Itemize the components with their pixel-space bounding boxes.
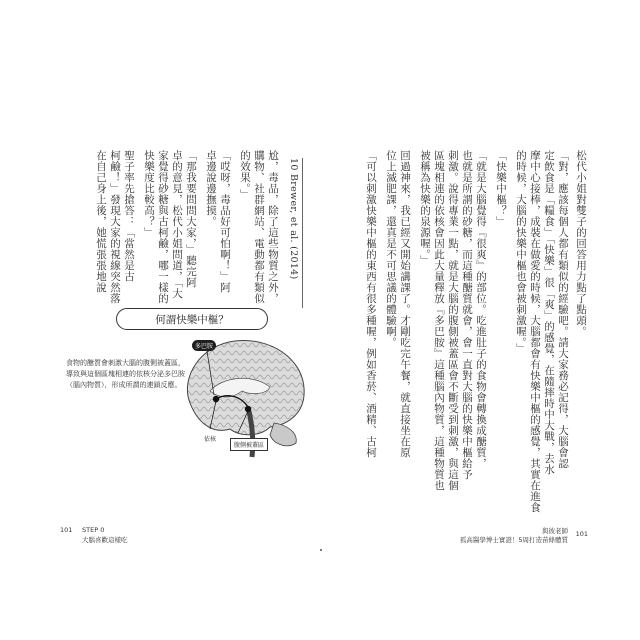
gutter-mark	[320, 549, 322, 551]
text-column: 聖子率先搶答：「當然是古	[123, 150, 135, 282]
step-label: STEP 0	[82, 526, 105, 534]
footnote-rule	[302, 158, 303, 308]
text-column: 被稱為快樂的泉源喔。」	[419, 150, 431, 266]
text-column: 柯鹼！」發現大家的視線突然落	[109, 150, 121, 304]
text-column: 摩中心接棒，成裝在做愛的時候，大腦都會有快樂中樞的感覺，其實在進食	[529, 150, 541, 513]
diagram-caption: 食物的醣質會刺激大腦的腹側被蓋區，導致與這個區塊相連的依核分泌多巴胺（腦內物質），形成所謂的連鎖反應。	[66, 359, 185, 389]
text-column: 刺激。說得專業一點，就是大腦的腹側被蓋區會不斷受到刺激，與這個	[447, 150, 459, 491]
footnote: 10 Brewer, et al. (2014)	[288, 158, 299, 280]
text-column: 家覺得砂糖與古柯鹼，哪一樣的	[157, 150, 169, 304]
text-column: 快樂度比較高？」	[143, 150, 155, 238]
page-number: 101	[575, 530, 588, 538]
page-number: 101	[60, 526, 73, 534]
text-column: 購物、社群網站、電動都有類似	[253, 150, 265, 304]
text-column: 回過神來，我已經又開始講課了。才剛吃完午餐，就直接坐在原	[399, 150, 411, 458]
text-column: 「對，應該每個人都有類似的經驗吧。請大家務必記得，大腦會認	[557, 150, 569, 469]
text-column: 位上滅肥課，還真是不可思議的體驗啊。	[385, 150, 397, 348]
vta-label: 腹側被蓋區	[230, 438, 268, 451]
text-column: 定飲食是「糧食」「快樂」很「爽」的感覺，在隨摔時中大戰，去水	[543, 150, 555, 475]
text-column: 也就是所謂的砂糖，而這種醣質就會，會一直對大腦的快樂中樞給予	[461, 150, 473, 480]
cerebellum	[270, 423, 296, 446]
nucleus-label: 依核	[204, 436, 217, 443]
left-page	[60, 150, 318, 544]
text-column: 「哎呀，毒品好可怕啊！」阿	[219, 150, 231, 293]
text-column: 「那我要問問大家，」聽完阿	[185, 150, 197, 288]
text-column: 區塊相連的依核會因此大量釋放『多巴胺』這種腦內物質，這種物質也	[433, 150, 445, 491]
text-column: 尬，毒品，除了這些物質之外，	[267, 150, 279, 304]
text-column: 的效果。」	[239, 150, 251, 200]
text-column: 的時候，大腦的快樂中樞也會被刺激喔。」	[515, 150, 527, 354]
text-column: 「就是大腦覺得『很爽』的部位。吃進肚子的食物會轉換成醣質，	[475, 150, 487, 469]
section-box-title: 何謂快樂中樞？	[116, 308, 268, 330]
text-column: 松代小姐對雙子的回答用力點了點頭。	[575, 150, 587, 337]
text-column: 「快樂中樞？」	[495, 150, 507, 227]
text-column: 在自己身上後，她慌張張地說	[95, 150, 107, 293]
running-head: 大腦喜歡這樣吃	[82, 536, 128, 544]
right-footer	[442, 526, 588, 546]
dopamine-label: 多巴胺	[192, 340, 216, 351]
text-column: 「可以刺激快樂中樞的東西有很多種喔，例如香菸、酒精、古柯	[365, 150, 377, 458]
running-head-title: 孤高醫學博士實證！5周打造苗條體質	[459, 536, 568, 544]
text-column: 卓的意見，松代小姐問道，「大	[171, 150, 183, 299]
right-page	[322, 150, 588, 544]
running-head-section: 與彼老師	[542, 527, 568, 535]
text-column: 卓邊說邊撫摸。	[205, 150, 217, 227]
